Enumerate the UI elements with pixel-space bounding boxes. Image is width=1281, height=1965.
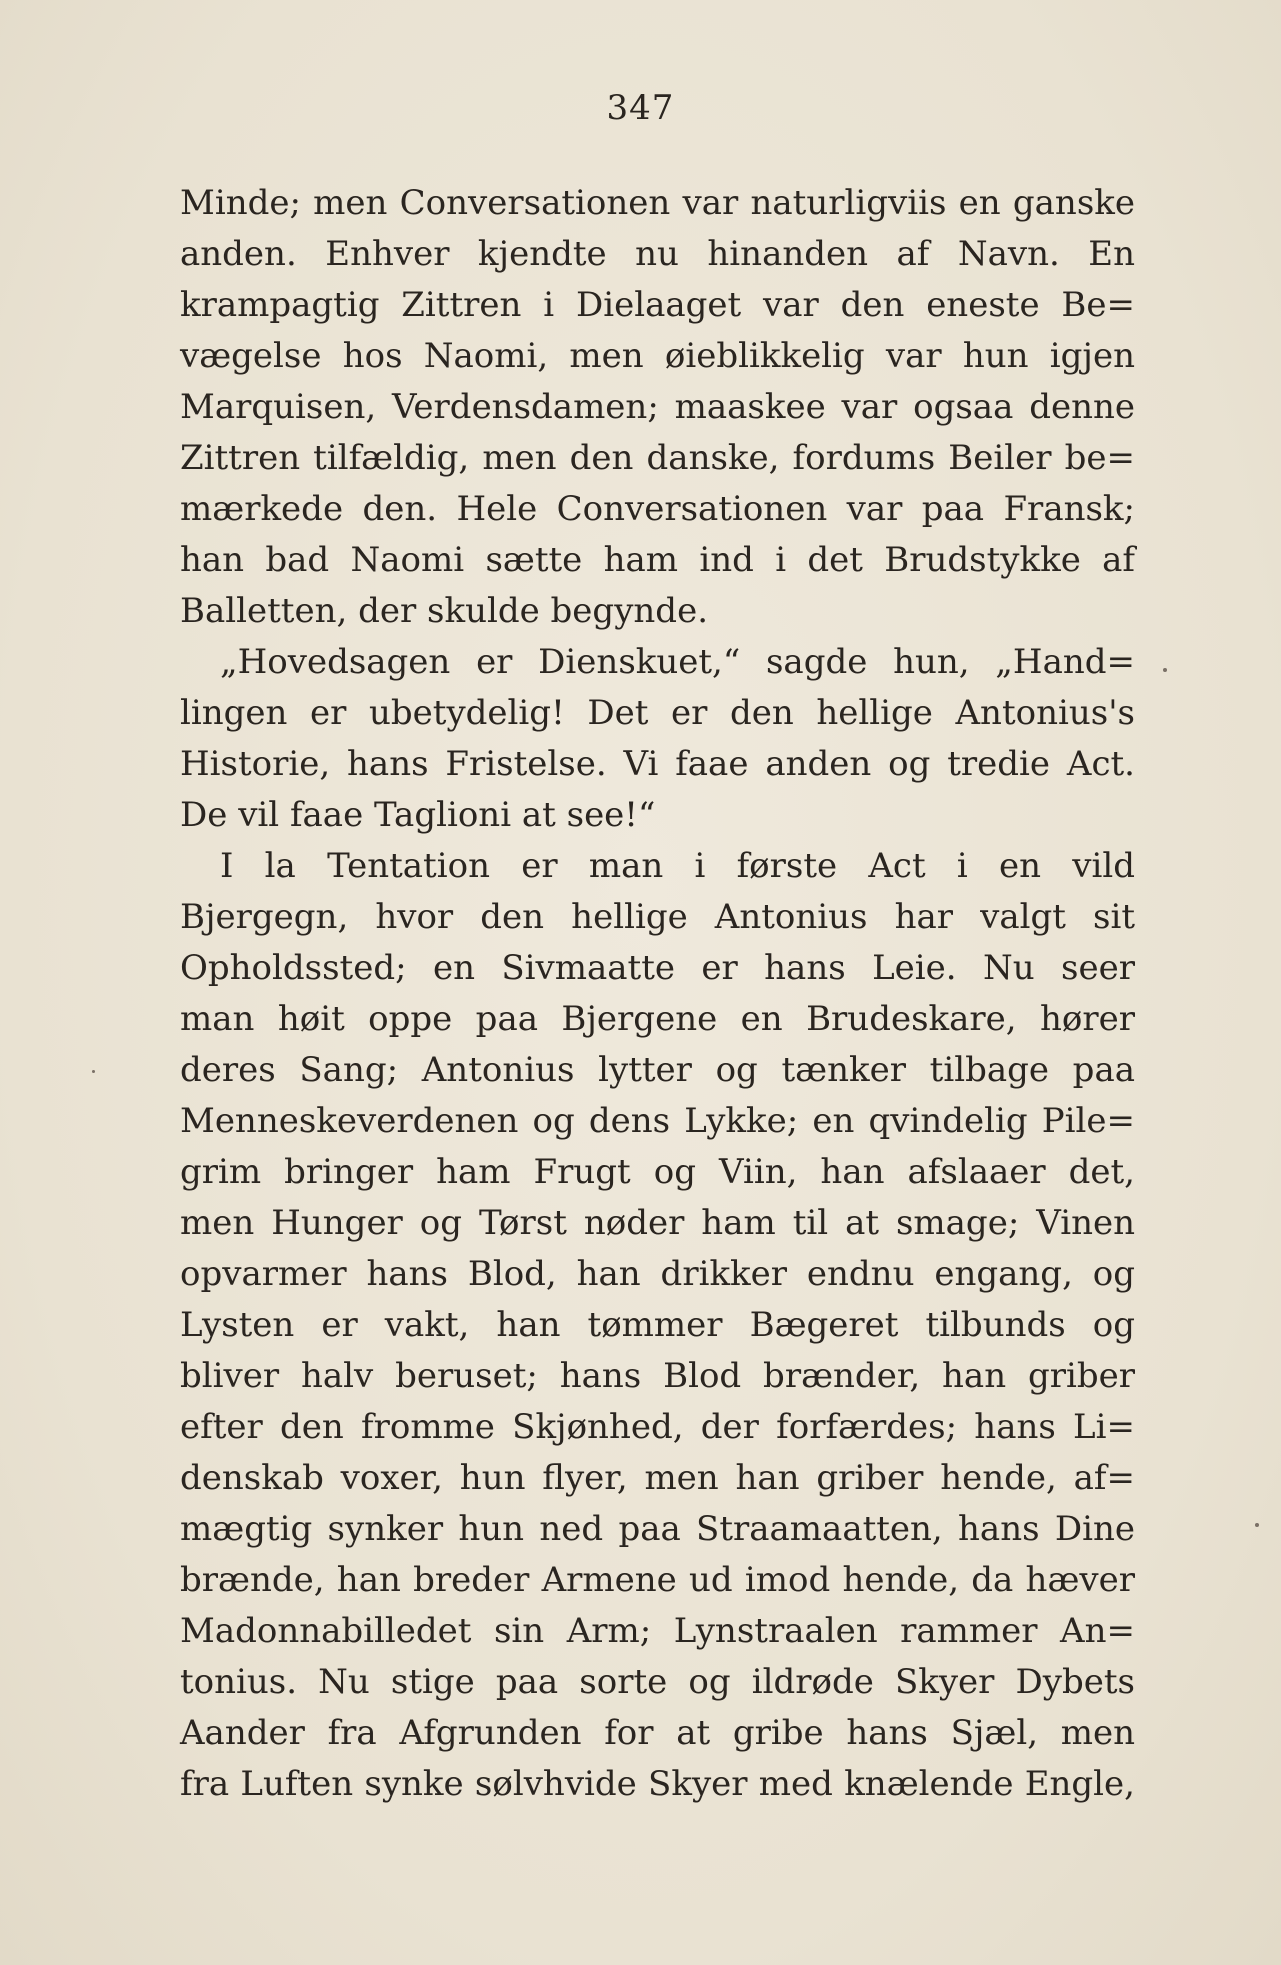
text-line: opvarmer hans Blod, han drikker endnu engang, og <box>180 1254 1135 1294</box>
text-line: Menneskeverdenen og dens Lykke; en qvindelig Pile= <box>180 1101 1135 1141</box>
text-line: deres Sang; Antonius lytter og tænker tilbage paa <box>180 1050 1135 1090</box>
text-line: lingen er ubetydelig! Det er den hellige Antonius's <box>180 693 1135 733</box>
text-line: Historie, hans Fristelse. Vi faae anden og tredie Act. <box>180 744 1135 784</box>
text-line: tonius. Nu stige paa sorte og ildrøde Skyer Dybets <box>180 1662 1135 1702</box>
text-line: Zittren tilfældig, men den danske, fordums Beiler be= <box>180 438 1135 478</box>
text-line: men Hunger og Tørst nøder ham til at smage; Vinen <box>180 1203 1135 1243</box>
text-line: vægelse hos Naomi, men øieblikkelig var hun igjen <box>180 336 1135 376</box>
text-line: „Hovedsagen er Dienskuet,“ sagde hun, „Hand= <box>220 642 1135 682</box>
paper-speck <box>1163 668 1167 672</box>
text-line: Minde; men Conversationen var naturligviis en ganske <box>180 183 1135 223</box>
text-line: fra Luften synke sølvhvide Skyer med knælende Engle, <box>180 1764 1135 1804</box>
text-line: Madonnabilledet sin Arm; Lynstraalen rammer An= <box>180 1611 1135 1651</box>
text-line: Lysten er vakt, han tømmer Bægeret tilbunds og <box>180 1305 1135 1345</box>
text-line: grim bringer ham Frugt og Viin, han afslaaer det, <box>180 1152 1135 1192</box>
text-line: bliver halv beruset; hans Blod brænder, han griber <box>180 1356 1135 1396</box>
text-line: efter den fromme Skjønhed, der forfærdes; hans Li= <box>180 1407 1135 1447</box>
text-line: Marquisen, Verdensdamen; maaskee var ogsaa denne <box>180 387 1135 427</box>
text-line: Aander fra Afgrunden for at gribe hans Sjæl, men <box>180 1713 1135 1753</box>
text-line: han bad Naomi sætte ham ind i det Brudstykke af <box>180 540 1135 580</box>
text-line: Balletten, der skulde begynde. <box>180 591 708 631</box>
page-number: 347 <box>606 88 675 128</box>
body-text <box>180 178 1135 1810</box>
text-line: mægtig synker hun ned paa Straamaatten, hans Dine <box>180 1509 1135 1549</box>
text-line: denskab voxer, hun flyer, men han griber hende, af= <box>180 1458 1135 1498</box>
paper-speck <box>92 1070 95 1073</box>
text-line: krampagtig Zittren i Dielaaget var den eneste Be= <box>180 285 1135 325</box>
text-line: I la Tentation er man i første Act i en vild <box>220 846 1135 886</box>
paper-speck <box>1255 1523 1259 1527</box>
text-line: man høit oppe paa Bjergene en Brudeskare, hører <box>180 999 1135 1039</box>
text-line: anden. Enhver kjendte nu hinanden af Navn. En <box>180 234 1135 274</box>
text-line: Bjergegn, hvor den hellige Antonius har valgt sit <box>180 897 1135 937</box>
text-line: brænde, han breder Armene ud imod hende, da hæver <box>180 1560 1135 1600</box>
text-line: mærkede den. Hele Conversationen var paa Fransk; <box>180 489 1135 529</box>
text-line: Opholdssted; en Sivmaatte er hans Leie. Nu seer <box>180 948 1135 988</box>
text-line: De vil faae Taglioni at see!“ <box>180 795 656 835</box>
